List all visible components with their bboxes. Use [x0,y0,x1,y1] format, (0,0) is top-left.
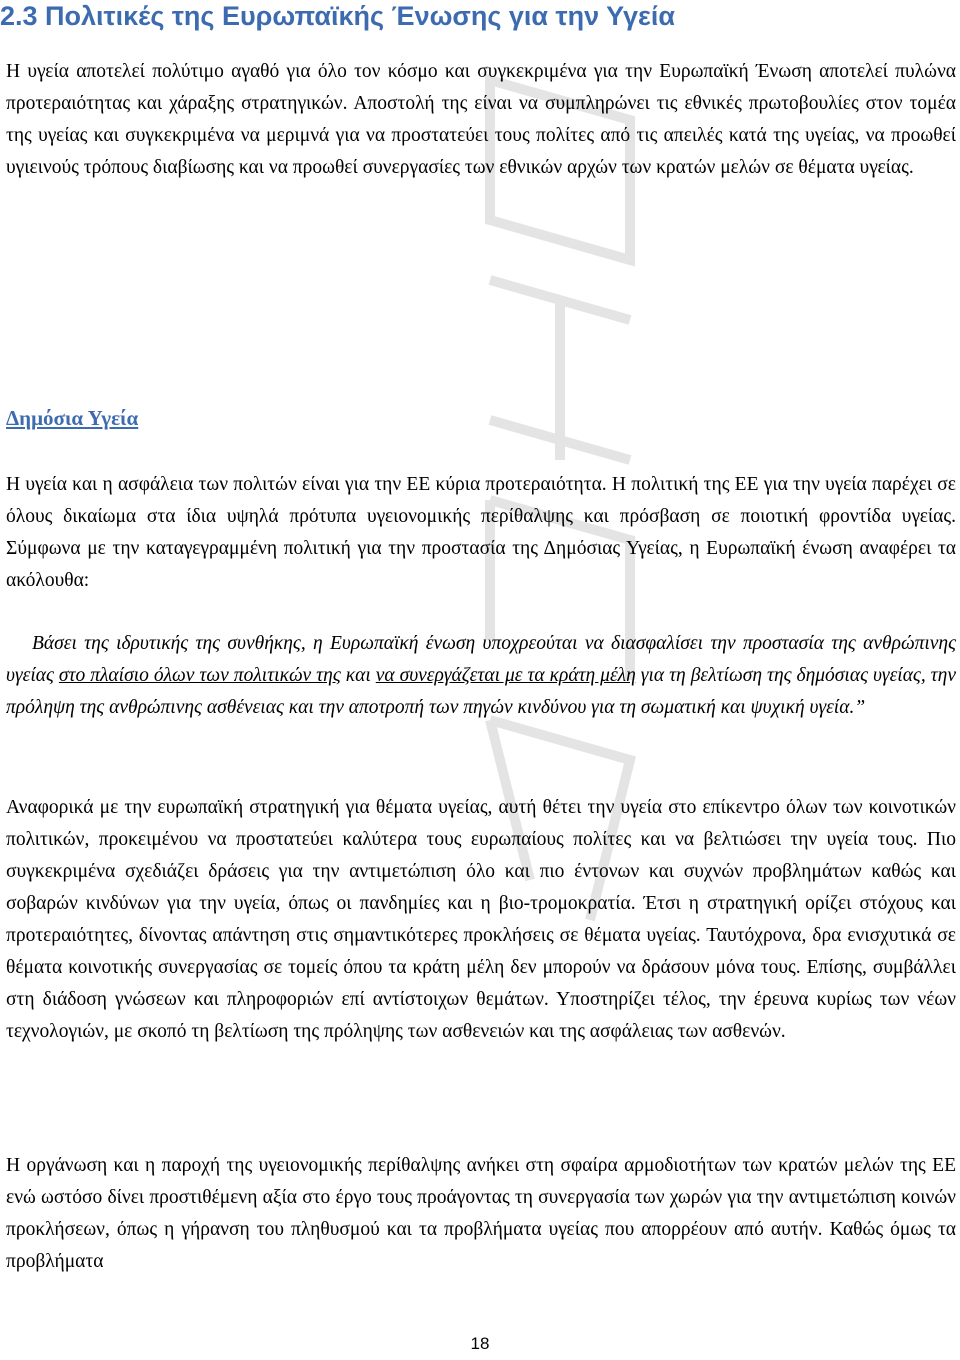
quote-part-1: Βάσει της ιδρυτικής της συνθήκης, η Ευρωπαϊκή ένωση υποχρεούται να διασφαλίσει την προστασία της ανθρώπινης υγείας [6,633,956,686]
strategy-paragraph: Αναφορικά με την ευρωπαϊκή στρατηγική για θέματα υγείας, αυτή θέτει την υγεία στο επίκεντρο όλων των κοινοτικών πολιτικών, προκειμένου να προστατεύει καλύτερα τους ευρωπαίους πολίτες και να βελτιώσει την υγεία τους. Πιο συγκεκριμένα σχεδιάζει δράσεις για την αντιμετώπιση όλο και πιο έντονων και συχνών προβλημάτων καθώς και σοβαρών κινδύνων για την υγεία, όπως οι πανδημίες και η βιο-τρομοκρατία. Έτσι η στρατηγική ορίζει στόχους και προτεραιότητες, δίνοντας απάντηση στις σημαντικότερες προκλήσεις σε θέματα υγείας. Ταυτόχρονα, δρα ενισχυτικά σε θέματα κοινοτικής συνεργασίας σε τομείς όπου τα κράτη μέλη δεν μπορούν να δράσουν μόνα τους. Επίσης, συμβάλλει στη διάδοση γνώσεων και πληροφοριών επί αντίστοιχων θεμάτων. Υποστηρίζει τέλος, την έρευνα κυρίως των νέων τεχνολογιών, με σκοπό τη βελτίωση της πρόληψης των ασθενειών και της ασφάλειας των ασθενών. [6,797,956,1042]
quote-part-3: και [340,665,376,686]
public-health-paragraph: Η υγεία και η ασφάλεια των πολιτών είναι για την ΕΕ κύρια προτεραιότητα. Η πολιτική της ΕΕ για την υγεία παρέχει σε όλους δικαίωμα στα ίδια υψηλά πρότυπα υγειονομικής περίθαλψης και πρόσβαση σε ποιοτική φροντίδα υγείας. Σύμφωνα με την καταγεγραμμένη πολιτική για την προστασία της Δημόσιας Υγείας, η Ευρωπαϊκή ένωση αναφέρει τα ακόλουθα: [6,474,956,591]
public-health-subheading: Δημόσια Υγεία [6,406,139,430]
quote-underlined-1: στο πλαίσιο όλων των πολιτικών της [58,665,341,686]
page-number: 18 [470,1334,490,1353]
organisation-paragraph: Η οργάνωση και η παροχή της υγειονομικής περίθαλψης ανήκει στη σφαίρα αρμοδιοτήτων των κρατών μελών της ΕΕ ενώ ωστόσο δίνει προστιθέμενη αξία στο έργο τους προάγοντας τη συνεργασία των χωρών για την αντιμετώπιση κοινών προκλήσεων, όπως η γήρανση του πληθυσμού και τα προβλήματα υγείας που απορρέουν από αυτήν. Καθώς όμως τα προβλήματα [6,1155,956,1272]
quote-part-5: για τη βελτίωση της δημόσιας υγείας, την πρόληψη της ανθρώπινης ασθένειας και την αποτροπή των πηγών κινδύνου για τη σωματική και ψυχική υγεία.” [6,665,956,718]
quote-underlined-2: να συνεργάζεται με τα κράτη μέλη [375,665,636,686]
treaty-quote [6,628,956,724]
section-heading: 2.3 Πολιτικές της Ευρωπαϊκής Ένωσης για την Υγεία [0,1,675,31]
intro-paragraph: Η υγεία αποτελεί πολύτιμο αγαθό για όλο τον κόσμο και συγκεκριμένα για την Ευρωπαϊκή Ένωση αποτελεί πυλώνα προτεραιότητας και χάραξης στρατηγικών. Αποστολή της είναι να συμπληρώνει τις εθνικές πρωτοβουλίες στον τομέα της υγείας και συγκεκριμένα να μεριμνά για να προστατεύει τους πολίτες από τις απειλές κατά της υγείας, να προωθεί υγιεινούς τρόπους διαβίωσης και να προωθεί συνεργασίες των εθνικών αρχών των κρατών μελών σε θέματα υγείας. [6,61,956,178]
